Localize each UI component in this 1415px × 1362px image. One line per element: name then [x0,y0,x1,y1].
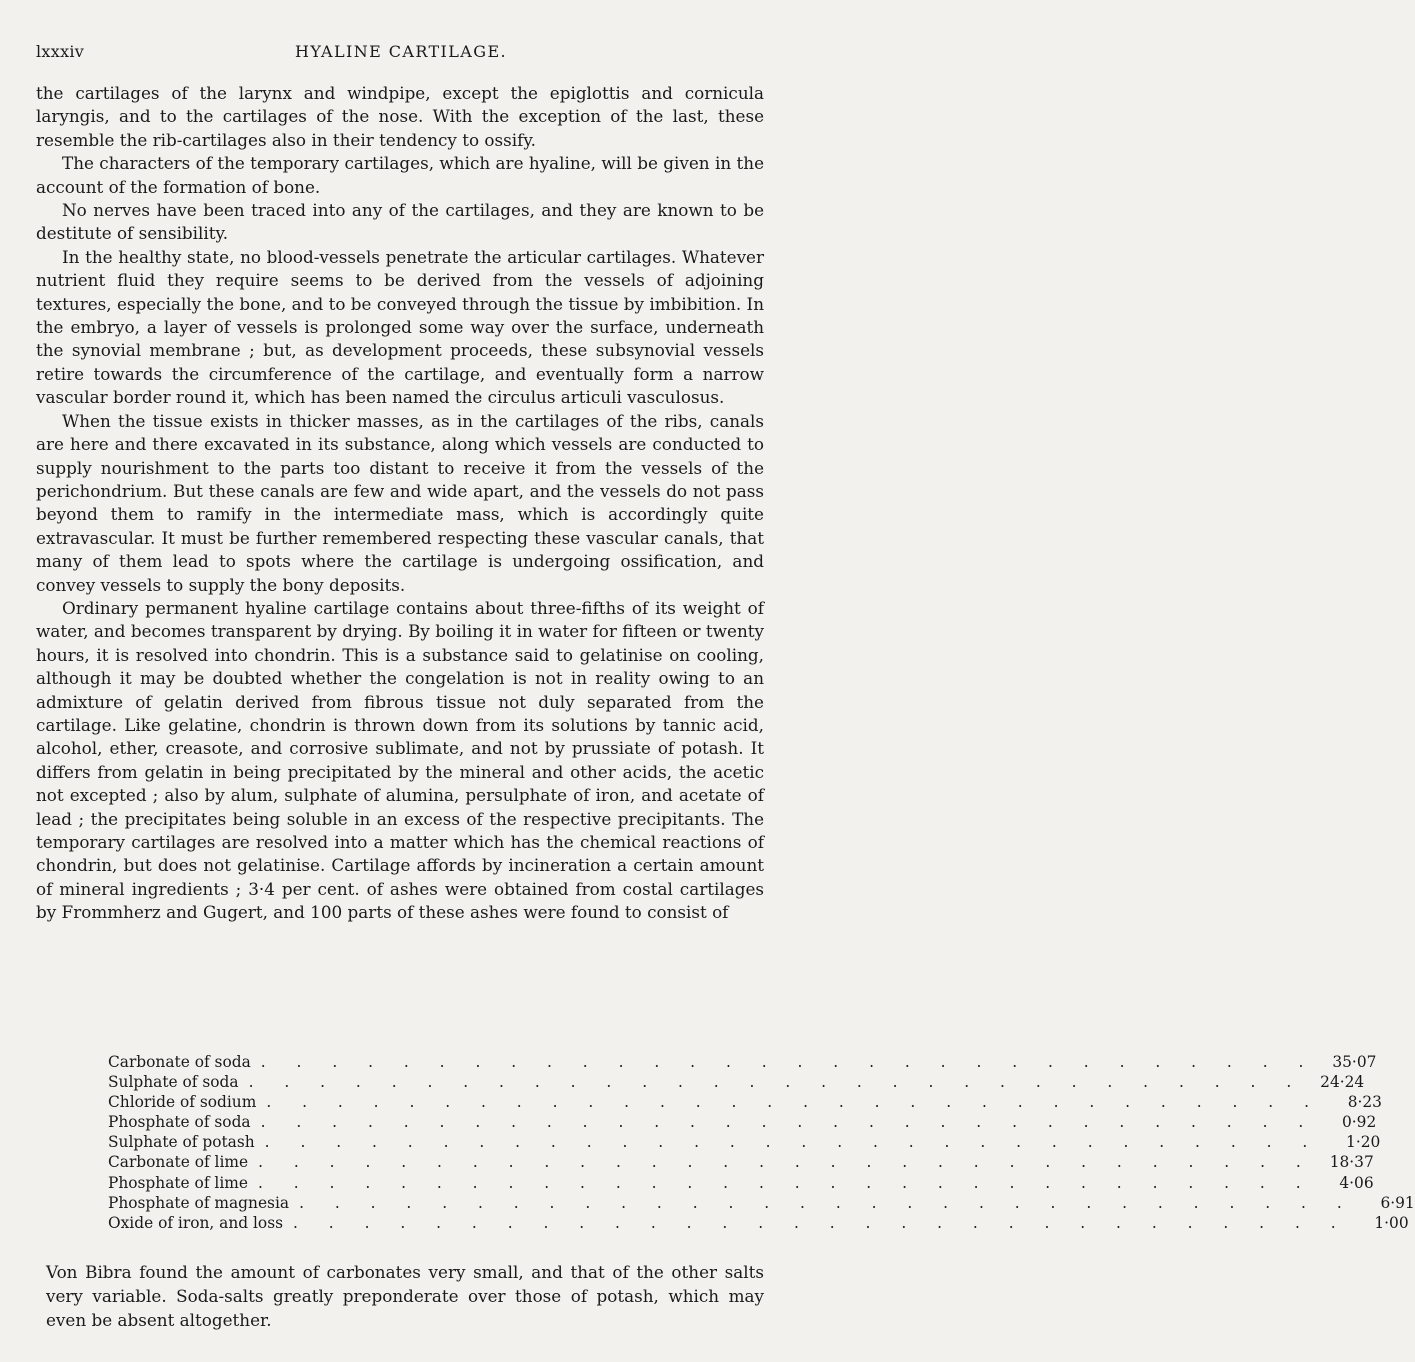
table-row [108,1173,1374,1193]
ingredient-value: 24·24 [1320,1073,1365,1092]
paragraph-chemistry: Ordinary permanent hyaline cartilage contains about three-fifths of its weight of water, and becomes transparent by drying. By boiling it in water for fifteen or twenty hours, it is resolved into chondrin. This is a substance said to gelatinise on cooling, although it may be doubted whether the congelation is not in reality owing to an admixture of gelatin derived from fibrous tissue not duly separated from the cartilage. Like gelatine, chondrin is thrown down from its solutions by tannic acid, alcohol, ether, creasote, and corrosive sublimate, and not by prussiate of potash. It differs from gelatin in being precipitated by the mineral and other acids, the acetic not excepted ; also by alum, sulphate of alumina, persulphate of iron, and acetate of lead ; the precipitates being soluble in an excess of the respective precipitants. The temporary cartilages are resolved into a matter which has the chemical reactions of chondrin, but does not gelatinise. Cartilage affords by incineration a certain amount of mineral ingredients ; 3·4 per cent. of ashes were obtained from costal cartilages by Frommherz and Gugert, and 100 parts of these ashes were found to consist of [36,597,764,923]
ingredient-name: Chloride of sodium [108,1093,257,1112]
body-text [36,82,764,925]
ingredient-value: 6·91 [1380,1193,1415,1212]
table-row [108,1152,1374,1172]
table-row [108,1092,1382,1112]
ash-composition-table [108,1052,1415,1233]
ingredient-name: Phosphate of soda [108,1113,251,1132]
ingredient-name: Carbonate of lime [108,1153,249,1172]
ingredient-value: 1·20 [1346,1133,1381,1152]
ingredient-name: Carbonate of soda [108,1053,251,1071]
dot-leader: . . . . . . . . . . . . . . . . . . . . . . . . . . . . . . [264,1133,1321,1152]
table-row [108,1112,1377,1132]
dot-leader: . . . . . . . . . . . . . . . . . . . . . . . . . . . . . . [299,1193,1355,1212]
page-number: lxxxiv [36,42,85,61]
closing-paragraph: Von Bibra found the amount of carbonates very small, and that of the other salts very variable. Soda-salts greatly preponderate over those of potash, which may even be absent altogether. [46,1262,764,1330]
ingredient-value: 8·23 [1347,1093,1382,1112]
ingredient-name: Sulphate of potash [108,1133,255,1152]
ingredient-name: Sulphate of soda [108,1073,239,1092]
paragraph-blood-vessels: In the healthy state, no blood-vessels penetrate the articular cartilages. Whatever nutrient fluid they require seems to be derived from the vessels of adjoining textures, especially the bone, and to be conveyed through the tissue by imbibition. In the embryo, a layer of vessels is prolonged some way over the surface, underneath the synovial membrane ; but, as development proceeds, these subsynovial vessels retire towards the circumference of the cartilage, and eventually form a narrow vascular border round it, which has been named the circulus articuli vasculosus. [36,246,764,408]
dot-leader: . . . . . . . . . . . . . . . . . . . . . . . . . . . . . . [257,1173,1314,1192]
dot-leader: . . . . . . . . . . . . . . . . . . . . . . . . . . . . . . [260,1053,1317,1071]
page-header [36,42,766,66]
dot-leader: . . . . . . . . . . . . . . . . . . . . . . . . . . . . . . [293,1213,1349,1232]
table-row [108,1072,1365,1092]
table-row [108,1213,1409,1233]
running-head: HYALINE CARTILAGE. [294,42,508,61]
ingredient-value: 1·00 [1374,1213,1409,1232]
table-row [108,1132,1381,1152]
paragraph-temporary-cartilages: The characters of the temporary cartilages, which are hyaline, will be given in the account of the formation of bone. [36,153,764,197]
ingredient-name: Oxide of iron, and loss [108,1213,283,1232]
dot-leader: . . . . . . . . . . . . . . . . . . . . . . . . . . . . . . [266,1093,1322,1112]
ingredient-name: Phosphate of lime [108,1173,248,1192]
paragraph-continuation: the cartilages of the larynx and windpipe, except the epiglottis and cornicula laryngis, and to the cartilages of the nose. With the exception of the last, these resemble the rib-cartilages also in their tendency to ossify. [36,83,764,150]
dot-leader: . . . . . . . . . . . . . . . . . . . . . . . . . . . . . . [248,1073,1305,1092]
ingredient-value: 0·92 [1341,1113,1377,1132]
ingredient-value: 35·07 [1332,1053,1377,1071]
paragraph-nerves: No nerves have been traced into any of the cartilages, and they are known to be destitute of sensibility. [36,200,764,244]
ingredient-name: Phosphate of magnesia [108,1193,290,1212]
ingredient-value: 18·37 [1329,1153,1374,1172]
paragraph-vascular-canals: When the tissue exists in thicker masses, as in the cartilages of the ribs, canals are here and there excavated in its substance, along which vessels are conducted to supply nourishment to the parts too distant to receive it from the vessels of the perichondrium. But these canals are few and wide apart, and the vessels do not pass beyond them to ramify in the intermediate mass, which is accordingly quite extravascular. It must be further remembered respecting these vascular canals, that many of them lead to spots where the cartilage is undergoing ossification, and convey vessels to supply the bony deposits. [36,410,764,595]
dot-leader: . . . . . . . . . . . . . . . . . . . . . . . . . . . . . . [260,1113,1317,1132]
dot-leader: . . . . . . . . . . . . . . . . . . . . . . . . . . . . . . [258,1153,1314,1172]
ingredient-value: 4·06 [1339,1173,1374,1192]
table-row [108,1193,1415,1213]
table-row [108,1052,1377,1072]
